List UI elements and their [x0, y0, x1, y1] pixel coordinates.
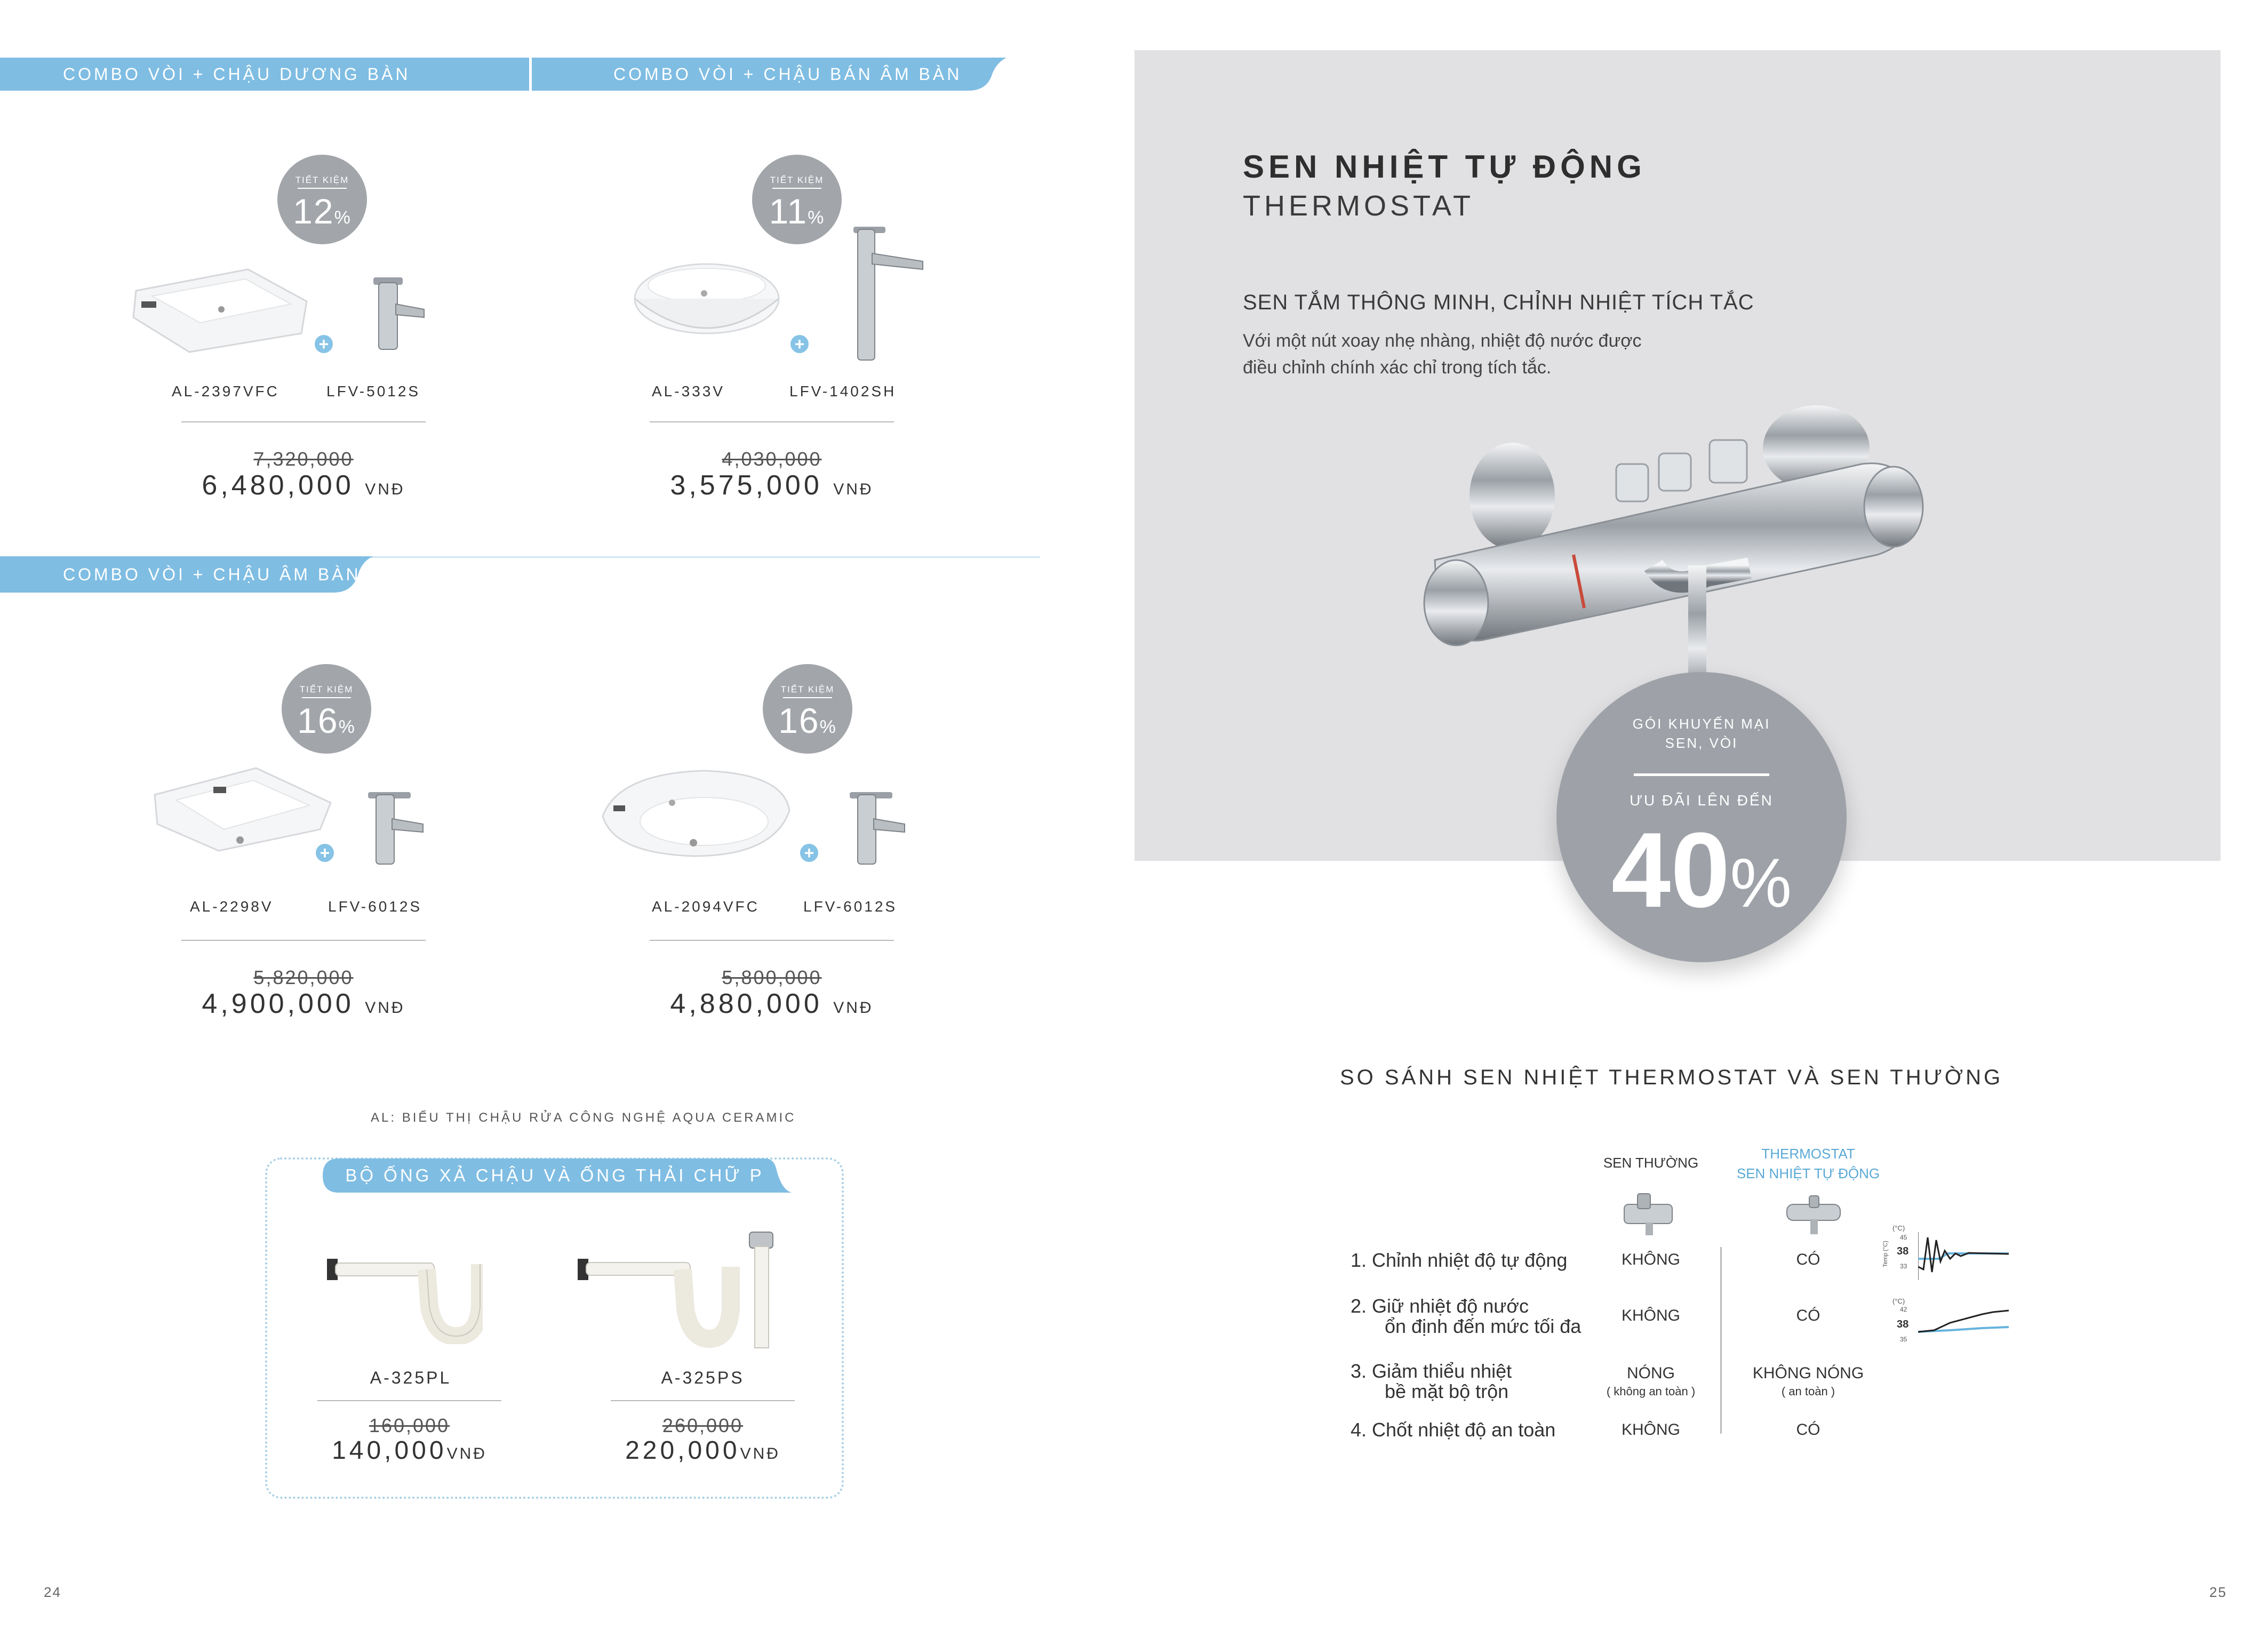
tab-label: COMBO VÒI + CHẬU BÁN ÂM BÀN: [613, 65, 962, 84]
faucet-image: [836, 779, 911, 869]
comparison-row-label: 3. Giảm thiểu nhiệt: [1351, 1360, 1512, 1382]
plus-icon: +: [315, 335, 333, 353]
new-price: 4,900,000 VNĐ: [202, 988, 405, 1019]
badge-label: TIẾT KIỆM: [299, 684, 354, 694]
price-separator: [650, 421, 894, 422]
basin-image: [149, 760, 336, 856]
badge-value: 16%: [778, 701, 837, 740]
drain-box-title: BỘ ỐNG XẢ CHẬU VÀ ỐNG THẢI CHỮ P: [345, 1165, 764, 1185]
section-divider: [341, 556, 1040, 558]
old-price: 7,320,000: [253, 448, 354, 470]
page-number-right: 25: [2209, 1584, 2227, 1600]
badge-label: TIẾT KIỆM: [770, 175, 824, 185]
basin-code: AL-2397VFC: [172, 383, 279, 399]
page-number-left: 24: [44, 1584, 61, 1600]
faucet-image: [357, 267, 432, 352]
save-badge: [282, 664, 371, 754]
comparison-row-label: ổn định đến mức tối đa: [1385, 1315, 1582, 1337]
save-badge: [752, 155, 842, 244]
normal-value: NÓNG: [1627, 1364, 1675, 1382]
comparison-row-label: 4. Chốt nhiệt độ an toàn: [1351, 1419, 1556, 1441]
faucet-image: [843, 221, 928, 363]
temperature-graph: (°C) 45 38 33 Temp (°C): [1892, 1224, 2015, 1283]
normal-value-note: ( không an toàn ): [1606, 1385, 1696, 1398]
basin-image: [597, 763, 795, 864]
save-badge: [763, 664, 852, 754]
comparison-row-label: bề mặt bộ trộn: [1385, 1380, 1509, 1402]
old-price: 260,000: [662, 1415, 744, 1436]
old-price: 160,000: [369, 1415, 450, 1436]
normal-value: KHÔNG: [1621, 1421, 1680, 1439]
faucet-image: [355, 779, 429, 869]
badge-value: 11%: [769, 191, 825, 231]
price-separator: [611, 1400, 795, 1401]
col-normal-header: SEN THƯỜNG: [1603, 1155, 1699, 1171]
badge-label: TIẾT KIỆM: [780, 684, 835, 694]
plus-icon: +: [800, 844, 818, 862]
temperature-graph: (°C) 42 38 35: [1892, 1297, 2015, 1356]
thermo-value: CÓ: [1796, 1251, 1820, 1268]
p-trap-drain-image: [573, 1229, 787, 1352]
faucet-code: LFV-6012S: [328, 898, 422, 915]
faucet-code: LFV-5012S: [326, 383, 421, 399]
old-price: 5,820,000: [253, 966, 354, 988]
price-separator: [181, 940, 426, 941]
normal-value: KHÔNG: [1621, 1251, 1680, 1268]
tagline: SEN TẮM THÔNG MINH, CHỈNH NHIỆT TÍCH TẮC: [1243, 291, 1754, 314]
page-title: SEN NHIỆT TỰ ĐỘNG: [1243, 149, 1646, 185]
comparison-title: SO SÁNH SEN NHIỆT THERMOSTAT VÀ SEN THƯỜNG: [1340, 1066, 2003, 1089]
tab-label: COMBO VÒI + CHẬU DƯƠNG BÀN: [63, 65, 411, 84]
column-divider: [1720, 1247, 1722, 1434]
comparison-row-label: 2. Giữ nhiệt độ nước: [1351, 1295, 1529, 1317]
basin-code: AL-333V: [652, 383, 725, 399]
faucet-code: LFV-6012S: [803, 898, 898, 915]
col-thermo-header: THERMOSTAT SEN NHIỆT TỰ ĐỘNG: [1736, 1146, 1880, 1181]
page-subtitle: THERMOSTAT: [1243, 190, 1474, 222]
badge-value: 12%: [293, 191, 352, 231]
comparison-row-label: 1. Chỉnh nhiệt độ tự động: [1351, 1249, 1568, 1271]
thermo-value-note: ( an toàn ): [1781, 1385, 1835, 1398]
plus-icon: +: [790, 335, 809, 353]
plus-icon: +: [316, 844, 334, 862]
promo-line: GÓI KHUYẾN MẠI: [1632, 716, 1771, 732]
description-line: điều chỉnh chính xác chỉ trong tích tắc.: [1243, 357, 1552, 378]
new-price: 220,000VNĐ: [625, 1436, 780, 1465]
basin-image: [131, 259, 312, 355]
thermostat-mixer-image: [1419, 405, 1984, 704]
tab-combo-duong-ban: [0, 58, 529, 91]
thermo-value: CÓ: [1796, 1307, 1820, 1324]
promo-value: 40%: [1611, 811, 1792, 930]
promo-divider: [1634, 773, 1769, 776]
new-price: 3,575,000 VNĐ: [670, 470, 874, 501]
thermo-value: CÓ: [1796, 1421, 1820, 1439]
basin-code: AL-2298V: [190, 898, 274, 915]
drain-code: A-325PL: [370, 1368, 452, 1387]
promo-line: SEN, VÒI: [1665, 735, 1738, 751]
aqua-ceramic-note: AL: BIỂU THỊ CHẬU RỬA CÔNG NGHỆ AQUA CERAMIC: [371, 1110, 796, 1125]
basin-image: [629, 256, 784, 352]
tab-combo-ban-am-ban: [613, 58, 962, 91]
price-separator: [650, 940, 894, 941]
thermo-value: KHÔNG NÓNG: [1752, 1364, 1864, 1382]
tab-label: COMBO VÒI + CHẬU ÂM BÀN: [63, 565, 361, 584]
faucet-code: LFV-1402SH: [789, 383, 897, 399]
tab-combo-am-ban: [63, 556, 361, 593]
price-separator: [317, 1400, 501, 1401]
thermostat-mixer-icon: [1782, 1188, 1846, 1236]
promo-circle: [1556, 672, 1847, 962]
normal-mixer-icon: [1616, 1188, 1680, 1236]
description-line: Với một nút xoay nhẹ nhàng, nhiệt độ nước được: [1243, 331, 1642, 351]
promo-offer: ƯU ĐÃI LÊN ĐẾN: [1630, 792, 1774, 809]
drain-code: A-325PS: [661, 1368, 745, 1387]
basin-code: AL-2094VFC: [652, 898, 760, 915]
badge-label: TIẾT KIỆM: [295, 175, 349, 185]
new-price: 6,480,000 VNĐ: [202, 470, 405, 501]
price-separator: [181, 421, 426, 422]
save-badge: [277, 155, 367, 244]
old-price: 5,800,000: [722, 966, 822, 988]
normal-value: KHÔNG: [1621, 1307, 1680, 1324]
new-price: 140,000VNĐ: [332, 1436, 487, 1465]
new-price: 4,880,000 VNĐ: [670, 988, 874, 1019]
p-trap-image: [323, 1243, 483, 1344]
badge-value: 16%: [297, 701, 356, 740]
old-price: 4,030,000: [722, 448, 822, 470]
